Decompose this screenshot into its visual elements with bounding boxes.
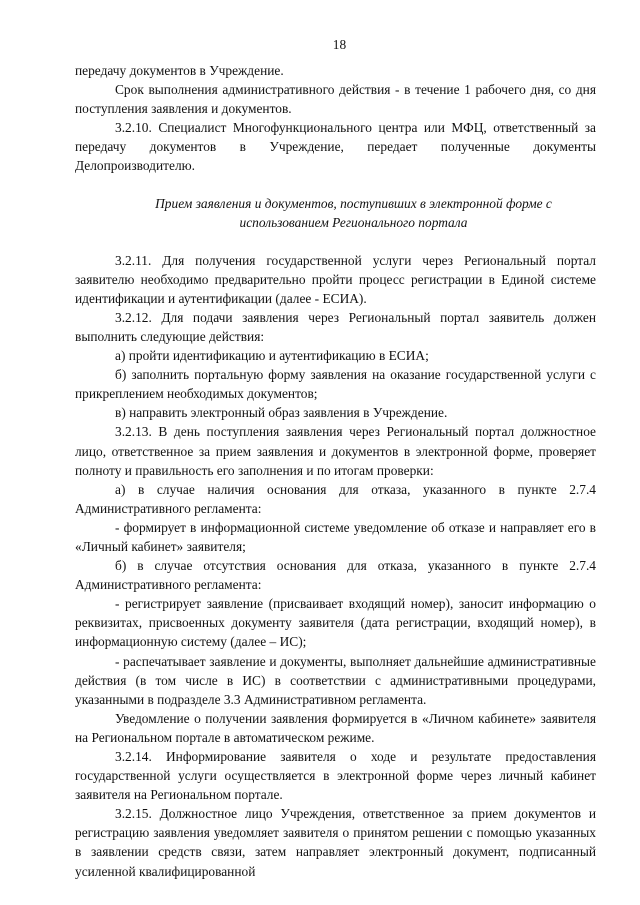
page-number: 18 [332, 37, 347, 52]
paragraph-deadline: Срок выполнения административного действия - в течение 1 рабочего дня, со дня поступления заявления и документов. [75, 82, 596, 117]
paragraph-3-2-12: 3.2.12. Для подачи заявления через Региональный портал заявитель должен выполнить следующие действия: [75, 309, 596, 344]
list-item-b-no-refusal: б) в случае отсутствия основания для отказа, указанного в пункте 2.7.4 Административного регламента: [75, 558, 596, 593]
dash-item-register: - регистрирует заявление (присваивает входящий номер), заносит информацию о реквизитах, присвоенных документу заявителя (дата регистрации, входящий номер), в информационную систему (далее – ИС); [75, 596, 596, 650]
document-page [75, 36, 596, 881]
list-item-a-refusal: а) в случае наличия основания для отказа, указанного в пункте 2.7.4 Административного регламента: [75, 481, 596, 516]
paragraph-notification: Уведомление о получении заявления формируется в «Личном кабинете» заявителя на Региональном портале в автоматическом режиме. [75, 710, 596, 745]
list-item-v-send: в) направить электронный образ заявления в Учреждение. [115, 405, 448, 421]
list-item-a-esia: а) пройти идентификацию и аутентификацию в ЕСИА; [115, 348, 429, 364]
paragraph-3-2-14: 3.2.14. Информирование заявителя о ходе и результате предоставления государственной услуги осуществляется в электронной форме через личный кабинет заявителя на Региональном портале. [75, 749, 596, 803]
paragraph-3-2-11: 3.2.11. Для получения государственной услуги через Региональный портал заявителю необходимо предварительно пройти процесс регистрации в Единой системе идентификации и аутентификации (далее - ЕСИА). [75, 252, 596, 306]
paragraph-3-2-10: 3.2.10. Специалист Многофункционального центра или МФЦ, ответственный за передачу документов в Учреждение, передает полученные документы Делопроизводителю. [75, 120, 596, 174]
dash-item-notify-refusal: - формирует в информационной системе уведомление об отказе и направляет его в «Личный кабинет» заявителя; [75, 519, 596, 554]
paragraph-3-2-15: 3.2.15. Должностное лицо Учреждения, ответственное за прием документов и регистрацию заявления уведомляет заявителя о принятом решении с помощью указанных в заявлении средств связи, затем направляет электронный документ, подписанный усиленной квалифицированной [75, 806, 596, 879]
paragraph-intro-continuation: передачу документов в Учреждение. [75, 63, 284, 78]
dash-item-print: - распечатывает заявление и документы, выполняет дальнейшие административные действия (в том числе в ИС) в соответствии с административными процедурами, указанными в подразделе 3.3 Административном регламента. [75, 653, 596, 707]
list-item-b-form: б) заполнить портальную форму заявления на оказание государственной услуги с прикреплением необходимых документов; [75, 367, 596, 402]
section-heading: Прием заявления и документов, поступивших в электронной форме с использованием Регионального портала [155, 195, 552, 230]
paragraph-3-2-13: 3.2.13. В день поступления заявления через Региональный портал должностное лицо, ответственное за прием заявления и документов в электронной форме, проверяет полноту и правильность его заполнения и по итогам проверки: [75, 424, 596, 478]
